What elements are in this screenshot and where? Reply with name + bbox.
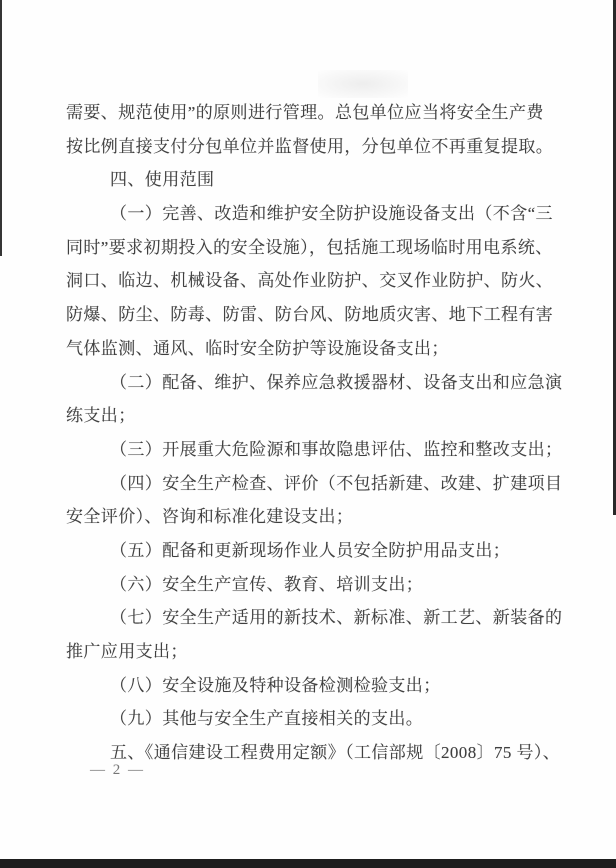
- document-line: （八）安全设施及特种设备检测检验支出；: [110, 675, 441, 695]
- document-line: 推广应用支出；: [66, 642, 188, 661]
- document-line: （四）安全生产检查、评价（不包括新建、改建、扩建项目: [110, 473, 563, 493]
- document-line: （七）安全生产适用的新技术、新标准、新工艺、新装备的: [110, 608, 563, 628]
- document-line: （一）完善、改造和维护安全防护设施设备支出（不含“三: [110, 204, 553, 224]
- document-line: （三）开展重大危险源和事故隐患评估、监控和整改支出；: [110, 439, 563, 459]
- document-line: 练支出；: [66, 406, 136, 426]
- document-line: 需要、规范使用”的原则进行管理。总包单位应当将安全生产费: [66, 103, 544, 122]
- scan-edge-bottom: [0, 859, 616, 868]
- document-line: （九）其他与安全生产直接相关的支出。: [110, 709, 424, 729]
- document-line: 同时”要求初期投入的安全设施），包括施工现场临时用电系统、: [66, 237, 553, 257]
- document-line: 五、《通信建设工程费用定额》（工信部规〔2008〕75 号）、: [110, 743, 561, 763]
- document-line: （二）配备、维护、保养应急救援器材、设备支出和应急演: [110, 372, 563, 392]
- document-line: （六）安全生产宣传、教育、培训支出；: [110, 574, 424, 594]
- document-line: 四、使用范围: [110, 170, 215, 190]
- page-number: — 2 —: [90, 762, 145, 778]
- scan-edge-left: [0, 0, 2, 256]
- document-line: 气体监测、通风、临时安全防护等设施设备支出；: [66, 338, 449, 358]
- document-line: 安全评价）、咨询和标准化建设支出；: [66, 507, 354, 527]
- document-line: 洞口、临边、机械设备、高处作业防护、交叉作业防护、防火、: [66, 271, 554, 291]
- scan-smudge: [318, 70, 408, 98]
- document-line: 按比例直接支付分包单位并监督使用，分包单位不再重复提取。: [66, 136, 554, 156]
- document-body: [66, 96, 562, 770]
- document-line: （五）配备和更新现场作业人员安全防护用品支出；: [110, 540, 511, 560]
- document-line: 防爆、防尘、防毒、防雷、防台风、防地质灾害、地下工程有害: [66, 305, 554, 325]
